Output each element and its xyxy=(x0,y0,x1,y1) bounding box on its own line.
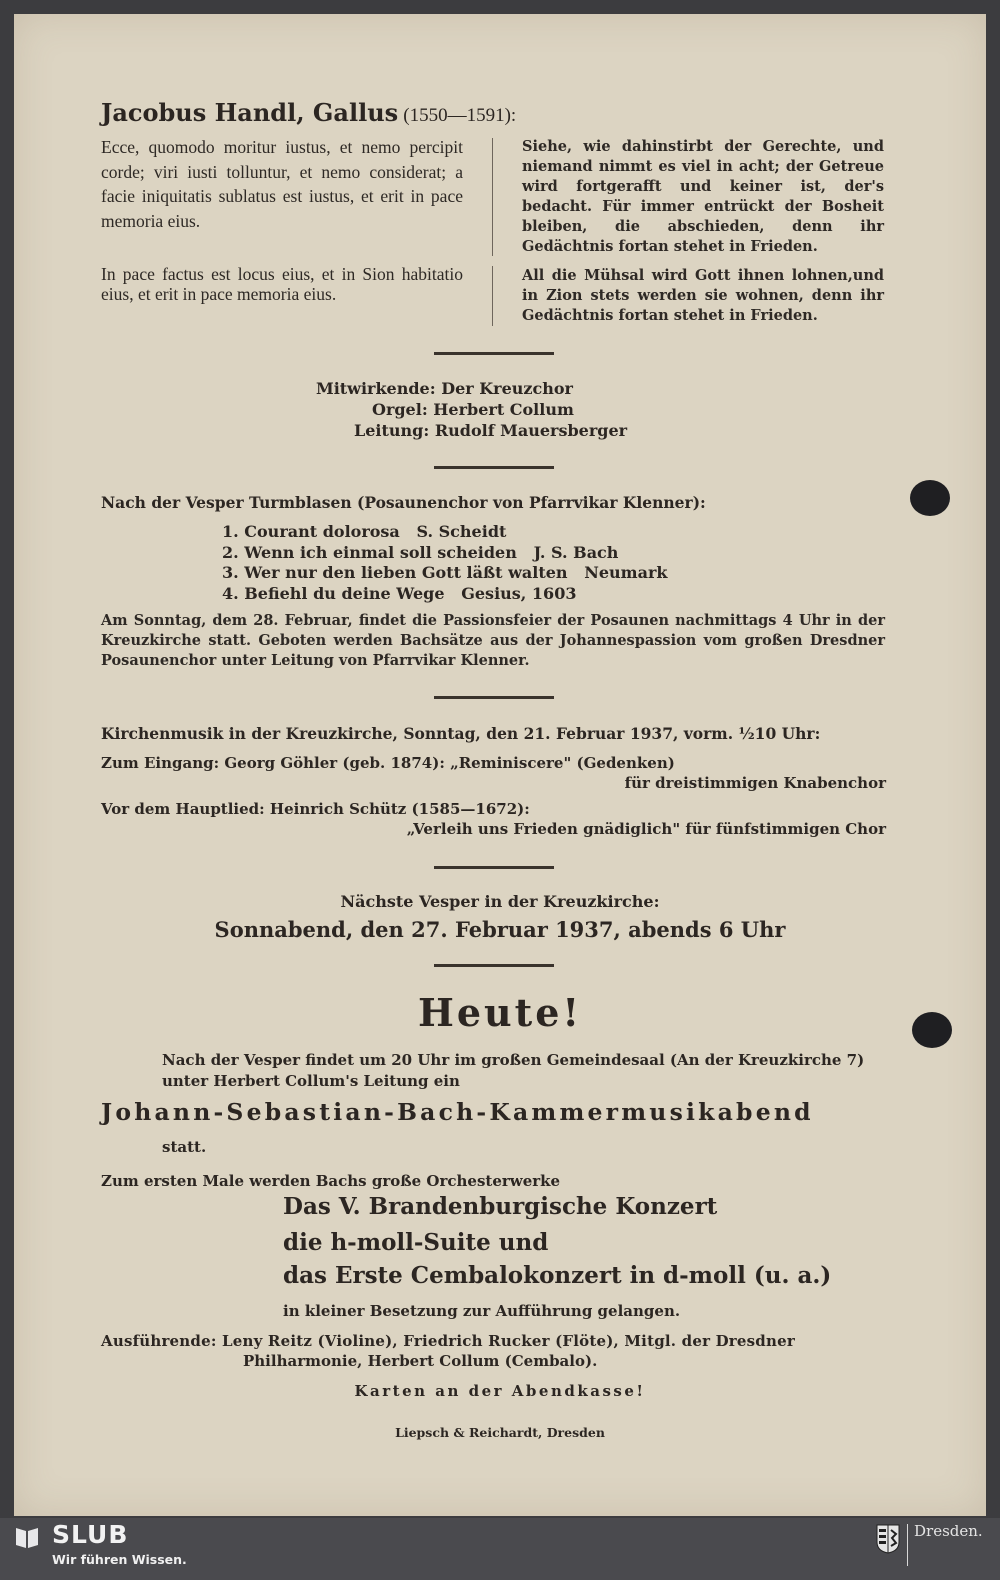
composer-dates: (1550—1591): xyxy=(403,105,517,126)
punch-hole-bottom xyxy=(912,1012,952,1048)
column-separator-2 xyxy=(492,266,493,326)
divider-3 xyxy=(434,696,554,699)
divider-2 xyxy=(434,466,554,469)
hauptlied-line: Vor dem Hauptlied: Heinrich Schütz (1585—1672): xyxy=(101,800,530,818)
heute-intro-1: Nach der Vesper findet um 20 Uhr im großen Gemeindesaal (An der Kreuzkirche 7) xyxy=(162,1051,865,1069)
credits-performers: Mitwirkende: Der Kreuzchor xyxy=(316,379,573,398)
kirchenmusik-heading: Kirchenmusik in der Kreuzkirche, Sonntag, den 21. Februar 1937, vorm. ½10 Uhr: xyxy=(101,724,821,743)
besetzung-line: in kleiner Besetzung zur Aufführung gelangen. xyxy=(283,1302,681,1320)
turmblasen-heading: Nach der Vesper Turmblasen (Posaunenchor von Pfarrvikar Klenner): xyxy=(101,493,706,512)
divider-5 xyxy=(434,964,554,967)
list-item: 4. Befiehl du deine Wege Gesius, 1603 xyxy=(222,583,577,603)
dresden-logo: Dresden. xyxy=(914,1522,983,1540)
eingang-line: Zum Eingang: Georg Göhler (geb. 1874): „Reminiscere" (Gedenken) xyxy=(101,754,675,772)
divider-1 xyxy=(434,352,554,355)
heute-title: Heute! xyxy=(417,990,583,1035)
tickets-line: Karten an der Abendkasse! xyxy=(354,1382,646,1400)
performers-line-2: Philharmonie, Herbert Collum (Cembalo). xyxy=(243,1352,598,1370)
list-item: 2. Wenn ich einmal soll scheiden J. S. Bach xyxy=(222,542,619,562)
work-brandenburg: Das V. Brandenburgische Konzert xyxy=(283,1193,718,1220)
city-crest-icon xyxy=(876,1524,900,1554)
column-separator-1 xyxy=(492,138,493,256)
event-title: Johann-Sebastian-Bach-Kammermusikabend xyxy=(101,1098,814,1126)
composer-heading xyxy=(101,98,601,127)
composer-name: Jacobus Handl, Gallus xyxy=(101,98,399,127)
german-text-2: All die Mühsal wird Gott ihnen lohnen,und in Zion stets werden sie wohnen, denn ihr Gedächtnis fortan stehet in Frieden. xyxy=(522,267,884,324)
slub-logo: SLUB xyxy=(52,1520,129,1549)
book-icon xyxy=(14,1524,40,1550)
turmblasen-list xyxy=(222,522,822,604)
city-logo-divider xyxy=(907,1524,908,1566)
printer-line: Liepsch & Reichardt, Dresden xyxy=(395,1425,605,1440)
credits-conductor: Leitung: Rudolf Mauersberger xyxy=(354,421,628,440)
list-item: 1. Courant dolorosa S. Scheidt xyxy=(222,522,507,541)
latin-text-1: Ecce, quomodo moritur iustus, et nemo percipit corde; viri iusti tolluntur, et nemo considerat; a facie iniquitatis sublatus est iustus, et erit in pace memoria eius. xyxy=(101,137,463,231)
list-item: 3. Wer nur den lieben Gott läßt walten Neumark xyxy=(222,563,668,582)
eingang-line-2: für dreistimmigen Knabenchor xyxy=(624,774,886,792)
next-vesper-label: Nächste Vesper in der Kreuzkirche: xyxy=(340,892,660,911)
event-statt: statt. xyxy=(162,1138,207,1156)
credits xyxy=(280,378,720,441)
divider-4 xyxy=(434,866,554,869)
work-cembalo: das Erste Cembalokonzert in d-moll (u. a.) xyxy=(283,1262,832,1289)
work-suite: die h-moll-Suite und xyxy=(283,1229,549,1256)
heute-intro-2: unter Herbert Collum's Leitung ein xyxy=(162,1072,460,1090)
latin-text-2: In pace factus est locus eius, et in Sion habitatio eius, et erit in pace memoria eius. xyxy=(101,264,463,304)
punch-hole-top xyxy=(910,480,950,516)
posaunen-note: Am Sonntag, dem 28. Februar, findet die Passionsfeier der Posaunen nachmittags 4 Uhr in der Kreuzkirche statt. Geboten werden Bachsätze aus der Johannespassion vom großen Dresdner Posaunenchor unter Leitung von Pfarrvikar Klenner. xyxy=(101,612,885,669)
footer-bar xyxy=(0,1518,1000,1580)
erste-male-line: Zum ersten Male werden Bachs große Orchesterwerke xyxy=(101,1172,561,1190)
credits-organ: Orgel: Herbert Collum xyxy=(372,400,574,419)
next-vesper-date: Sonnabend, den 27. Februar 1937, abends 6 Uhr xyxy=(214,917,786,942)
performers-line-1: Ausführende: Leny Reitz (Violine), Friedrich Rucker (Flöte), Mitgl. der Dresdner xyxy=(101,1332,795,1350)
german-text-1: Siehe, wie dahinstirbt der Gerechte, und niemand nimmt es viel in acht; der Getreue wird fortgerafft und keiner ist, der's bedacht. Für immer entrückt der Bosheit bleiben, die abschieden, denn ihr Gedächtnis fortan stehet in Frieden. xyxy=(522,138,884,255)
hauptlied-line-2: „Verleih uns Frieden gnädiglich" für fünfstimmigen Chor xyxy=(406,820,886,838)
slub-tagline: Wir führen Wissen. xyxy=(52,1552,187,1567)
